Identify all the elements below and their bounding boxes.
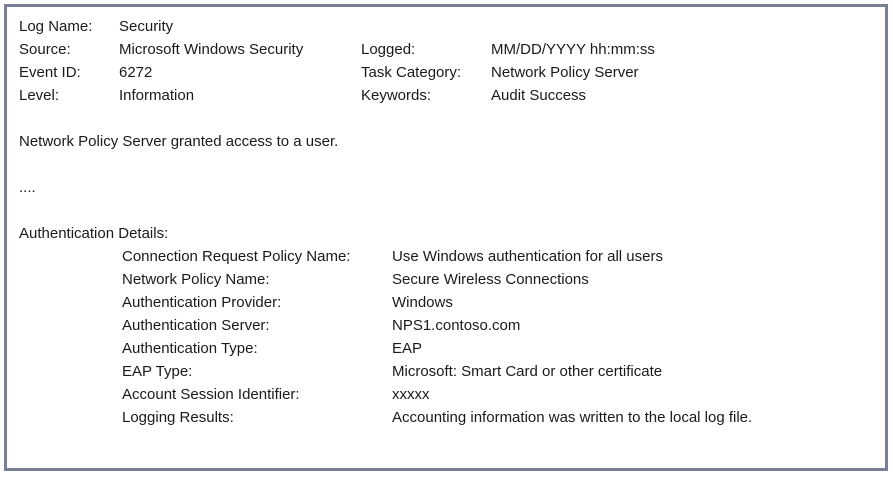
- field-value: 6272: [119, 64, 153, 81]
- detail-row: [122, 406, 875, 429]
- detail-label: Authentication Server:: [122, 317, 270, 334]
- detail-value: NPS1.contoso.com: [392, 317, 521, 334]
- detail-value: xxxxx: [392, 386, 430, 403]
- detail-value: Use Windows authentication for all users: [392, 248, 663, 265]
- event-header: [19, 15, 875, 107]
- field-label: Logged:: [361, 41, 416, 58]
- event-log-panel: [4, 4, 888, 471]
- header-row: [19, 15, 875, 38]
- field-value: Information: [119, 87, 195, 104]
- detail-value: Secure Wireless Connections: [392, 271, 589, 288]
- detail-row: [122, 268, 875, 291]
- detail-value: Microsoft: Smart Card or other certificate: [392, 363, 663, 380]
- field-label: [361, 15, 491, 38]
- field-label: Log Name:: [19, 18, 93, 35]
- field-value: Microsoft Windows Security: [119, 41, 304, 58]
- field-label: Keywords:: [361, 87, 432, 104]
- detail-label: Connection Request Policy Name:: [122, 248, 351, 265]
- header-row: [19, 38, 875, 61]
- field-label: Event ID:: [19, 64, 81, 81]
- field-label: Level:: [19, 87, 60, 104]
- ellipsis-text: ....: [19, 179, 36, 196]
- detail-row: [122, 383, 875, 406]
- detail-row: [122, 360, 875, 383]
- detail-label: Authentication Type:: [122, 340, 258, 357]
- field-value: [491, 15, 875, 38]
- auth-details-title: Authentication Details:: [19, 225, 169, 242]
- header-row: [19, 61, 875, 84]
- auth-details-list: [19, 245, 875, 429]
- detail-row: [122, 314, 875, 337]
- detail-label: Logging Results:: [122, 409, 234, 426]
- field-value: MM/DD/YYYY hh:mm:ss: [491, 41, 655, 58]
- detail-row: [122, 291, 875, 314]
- detail-row: [122, 245, 875, 268]
- detail-label: Authentication Provider:: [122, 294, 282, 311]
- field-value: Network Policy Server: [491, 64, 639, 81]
- detail-label: Account Session Identifier:: [122, 386, 300, 403]
- detail-value: Windows: [392, 294, 453, 311]
- field-label: Task Category:: [361, 64, 462, 81]
- header-row: [19, 84, 875, 107]
- detail-value: EAP: [392, 340, 423, 357]
- detail-label: Network Policy Name:: [122, 271, 270, 288]
- detail-value: Accounting information was written to the local log file.: [392, 409, 753, 426]
- detail-row: [122, 337, 875, 360]
- field-value: Audit Success: [491, 87, 587, 104]
- field-label: Source:: [19, 41, 71, 58]
- field-value: Security: [119, 18, 174, 35]
- detail-label: EAP Type:: [122, 363, 193, 380]
- event-description: Network Policy Server granted access to a user.: [19, 133, 339, 150]
